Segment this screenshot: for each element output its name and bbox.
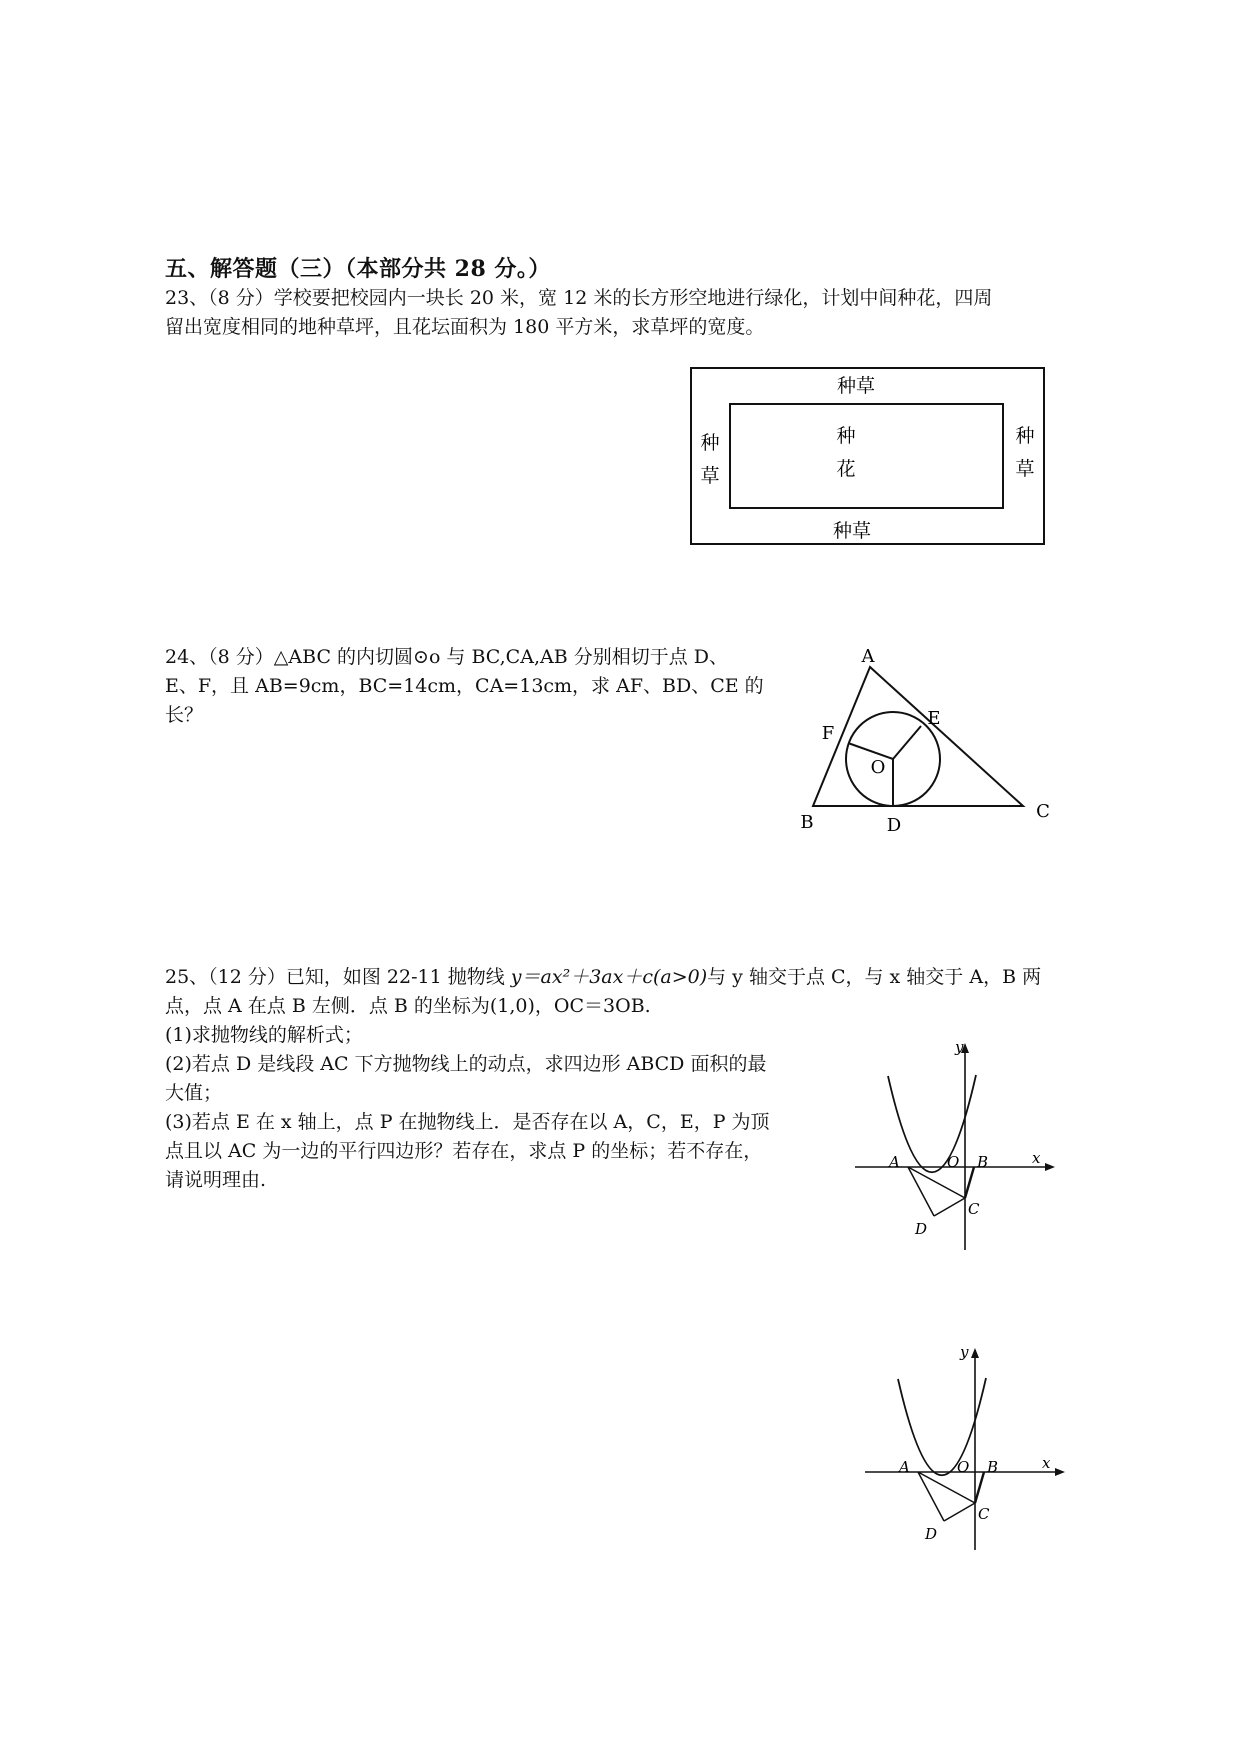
q25-line-2: 点，点 A 在点 B 左侧．点 B 的坐标为(1,0)，OC＝3OB. <box>165 995 651 1017</box>
q25-sub-3a: (3)若点 E 在 x 轴上，点 P 在抛物线上．是否存在以 A，C，E，P 为顶 <box>165 1111 770 1133</box>
point-f-label: F <box>821 723 835 744</box>
y-axis-arrow <box>971 1348 979 1358</box>
label-bottom-grass: 种草 <box>832 520 872 542</box>
inner-rectangle <box>730 404 1003 508</box>
y-axis-label: y <box>960 1345 969 1361</box>
point-e-label: E <box>927 708 941 729</box>
point-a-label: A <box>861 646 875 667</box>
q25-sub-3b: 点且以 AC 为一边的平行四边形？若存在，求点 P 的坐标；若不存在， <box>165 1140 763 1162</box>
point-c-label: C <box>1036 801 1050 822</box>
segment-dc <box>934 1198 965 1216</box>
q23-line-1: 23、（8 分）学校要把校园内一块长 20 米，宽 12 米的长方形空地进行绿化，计划中间种花，四周 <box>165 287 993 309</box>
point-a-label: A <box>889 1153 900 1171</box>
y-axis-label: y <box>955 1040 964 1056</box>
q24-line-1: 24、（8 分）△ABC 的内切圆⊙o 与 BC,CA,AB 分别相切于点 D、 <box>165 646 728 668</box>
label-center-flower-1: 种 <box>836 425 856 447</box>
x-axis-arrow <box>1055 1468 1065 1476</box>
x-axis-label: x <box>1032 1149 1041 1167</box>
point-b-label: B <box>977 1153 989 1171</box>
q25-line-1-end: 与 y 轴交于点 C，与 x 轴交于 A，B 两 <box>707 966 1042 988</box>
q25-line-1 <box>165 963 1105 992</box>
point-c-label: C <box>968 1200 980 1218</box>
label-right-grass-2: 草 <box>1015 458 1035 480</box>
radius-oe <box>893 726 921 759</box>
label-left-grass-2: 草 <box>700 465 720 487</box>
parabola-curve <box>888 1075 976 1172</box>
point-a-label: A <box>899 1458 910 1476</box>
question-25-subparts <box>165 1021 850 1195</box>
x-axis-label: x <box>1042 1454 1051 1472</box>
label-center-flower-2: 花 <box>836 458 856 480</box>
point-b-label: B <box>800 812 814 833</box>
q25-sub-2b: 大值； <box>165 1082 223 1104</box>
point-b-label: B <box>987 1458 999 1476</box>
parabola-graph-1 <box>855 1040 1060 1255</box>
q23-line-2: 留出宽度相同的地种草坪，且花坛面积为 180 平方米，求草坪的宽度。 <box>165 316 765 338</box>
question-23 <box>165 284 1095 342</box>
section-heading: 五、解答题（三）（本部分共 28 分。） <box>165 256 551 282</box>
q25-line-1-start: 25、（12 分）已知，如图 22-11 抛物线 <box>165 966 511 988</box>
q25-equation: y＝ax²＋3ax＋c(a>0) <box>510 966 708 988</box>
origin-label: O <box>947 1153 960 1171</box>
q25-sub-2a: (2)若点 D 是线段 AC 下方抛物线上的动点，求四边形 ABCD 面积的最 <box>165 1053 767 1075</box>
point-c-label: C <box>978 1505 990 1523</box>
triangle-abc <box>813 667 1023 806</box>
q24-line-3: 长？ <box>165 704 204 726</box>
label-top-grass: 种草 <box>836 375 876 397</box>
question-25 <box>165 963 1105 1021</box>
flowerbed-figure <box>690 367 1050 549</box>
origin-label: O <box>957 1458 970 1476</box>
point-d-label: D <box>925 1525 938 1543</box>
q25-sub-1: (1)求抛物线的解析式； <box>165 1024 363 1046</box>
incircle-triangle-figure <box>790 640 1060 840</box>
segment-cb <box>975 1472 984 1503</box>
point-o-label: O <box>870 757 886 778</box>
parabola-graph-2 <box>865 1345 1070 1560</box>
point-d-label: D <box>886 815 902 836</box>
x-axis-arrow <box>1045 1163 1055 1171</box>
point-d-label: D <box>915 1220 928 1238</box>
segment-cb <box>965 1167 974 1198</box>
label-right-grass-1: 种 <box>1015 425 1035 447</box>
segment-dc <box>944 1503 975 1521</box>
question-24 <box>165 643 775 730</box>
q24-line-2: E、F，且 AB=9cm，BC=14cm，CA=13cm，求 AF、BD、CE 的 <box>165 675 764 697</box>
label-left-grass-1: 种 <box>700 432 720 454</box>
q25-sub-3c: 请说明理由. <box>165 1169 267 1191</box>
parabola-curve <box>898 1378 986 1475</box>
